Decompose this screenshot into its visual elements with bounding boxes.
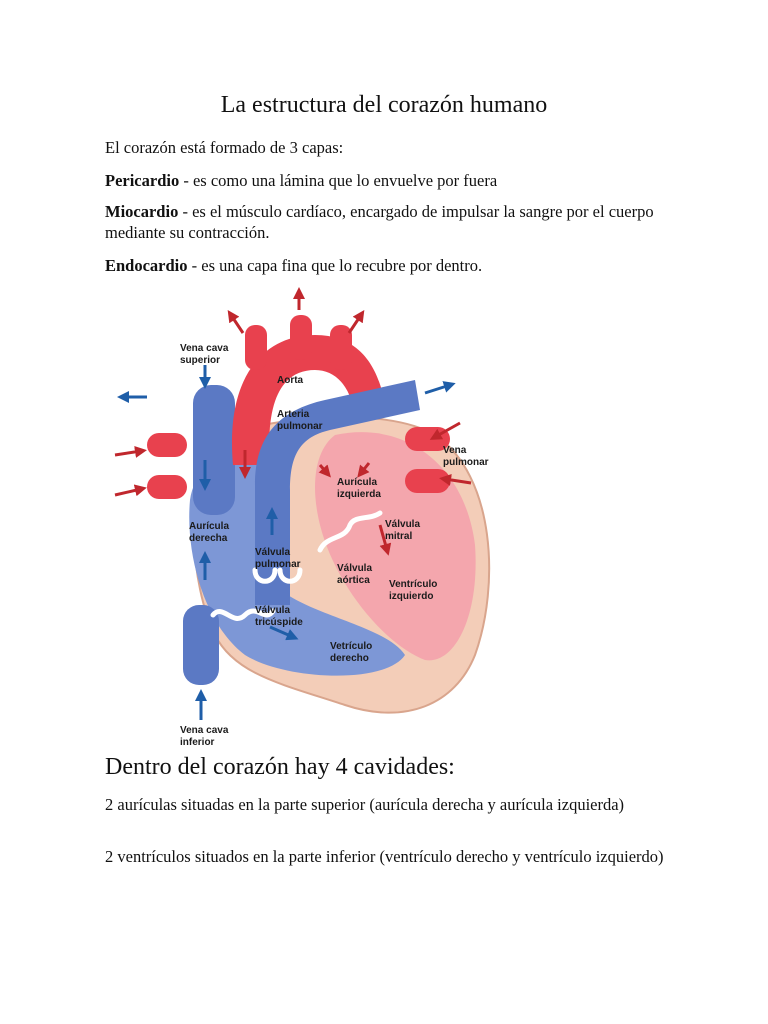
layer-endocardio (105, 255, 675, 276)
arrow-red (231, 315, 243, 333)
layer-pericardio (105, 170, 675, 191)
layer-miocardio (105, 201, 675, 243)
layer-text: - es como una lámina que lo envuelve por fuera (179, 171, 498, 190)
label-valvula-mitral: Válvula mitral (385, 519, 421, 542)
arrow-red (115, 451, 141, 455)
arrow-red (115, 489, 141, 495)
label-auricula-izquierda: Aurícula izquierda (337, 477, 381, 500)
label-arteria-pulmonar: Arteria pulmonar (277, 409, 323, 432)
page-title: La estructura del corazón humano (220, 92, 548, 118)
label-valvula-pulmonar: Válvula pulmonar (255, 547, 301, 570)
layer-name: Miocardio (105, 202, 179, 221)
label-vena-cava-inferior: Vena cava inferior (180, 725, 229, 748)
layer-text: - es una capa fina que lo recubre por dentro. (187, 256, 483, 275)
label-vena-pulmonar: Vena pulmonar (443, 445, 489, 468)
intro-paragraph: El corazón está formado de 3 capas: (105, 138, 344, 157)
layer-name: Pericardio (105, 171, 180, 190)
vena-cava-superior (193, 385, 235, 515)
label-valvula-tricuspide: Válvula tricúspide (255, 605, 303, 628)
cavity-item-auriculas: 2 aurículas situadas en la parte superior (aurícula derecha y aurícula izquierda) (105, 795, 625, 814)
label-auricula-derecha: Aurícula derecha (189, 521, 230, 544)
label-ventriculo-izquierdo: Ventrículo izquierdo (389, 579, 438, 602)
label-ventriculo-derecho: Vetrículo derecho (330, 641, 373, 664)
label-aorta: Aorta (277, 375, 304, 386)
cavity-item-ventriculos: 2 ventrículos situados en la parte inferior (ventrículo derecho y ventrículo izquierdo) (105, 847, 664, 866)
layer-text: - es el músculo cardíaco, encargado de impulsar la sangre por el cuerpo mediante su contracción. (105, 202, 654, 242)
heart-diagram (105, 285, 525, 755)
arrow-red (349, 315, 361, 333)
arrow-blue (425, 385, 450, 393)
label-vena-cava-superior: Vena cava superior (180, 343, 229, 366)
label-valvula-aortica: Válvula aórtica (337, 563, 373, 586)
layer-name: Endocardio (105, 256, 188, 275)
section-heading: Dentro del corazón hay 4 cavidades: (105, 754, 455, 780)
